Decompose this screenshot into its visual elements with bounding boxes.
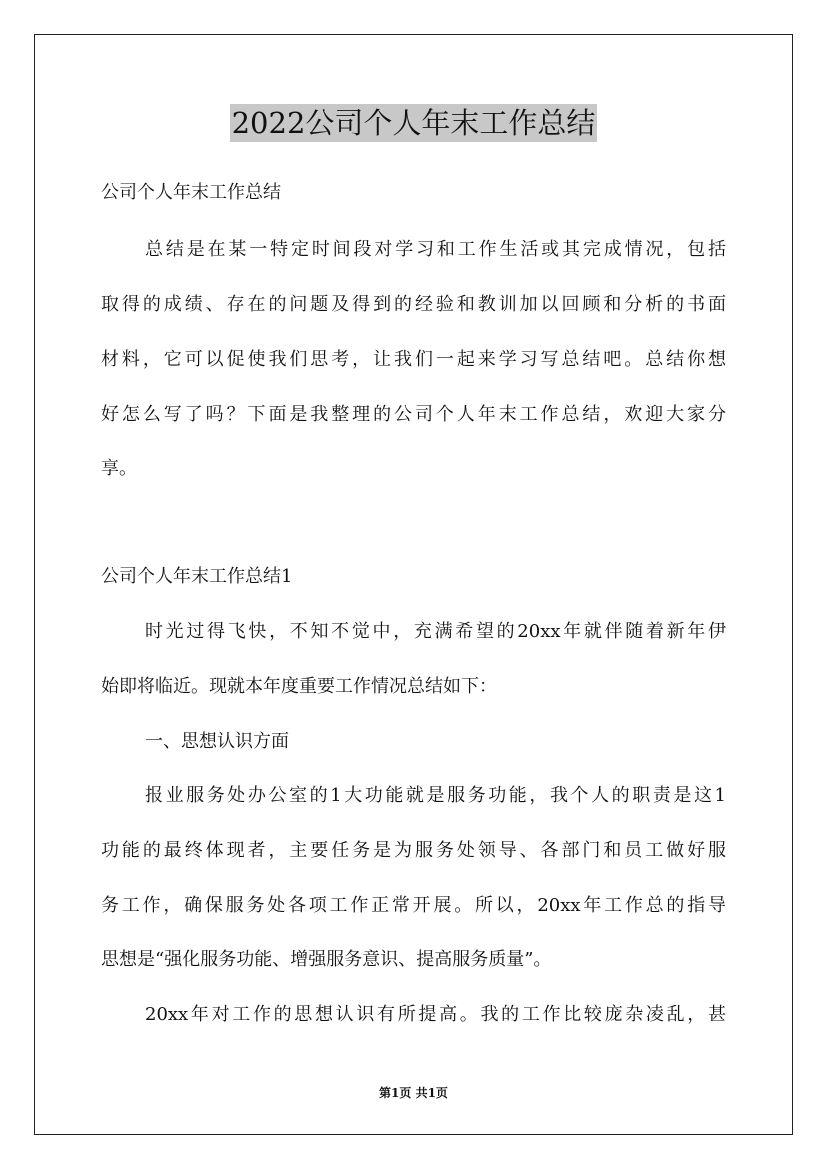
paragraph-line: 20xx年对工作的思想认识有所提高。我的工作比较庞杂凌乱，甚 <box>145 1004 726 1025</box>
section-heading: 公司个人年末工作总结1 <box>101 566 293 587</box>
paragraph-line: 功能的最终体现者，主要任务是为服务处领导、各部门和员工做好服 <box>101 840 726 861</box>
paragraph-line: 好怎么写了吗？下面是我整理的公司个人年末工作总结，欢迎大家分 <box>101 404 726 425</box>
page-footer <box>0 1085 827 1101</box>
paragraph-line: 享。 <box>101 458 137 479</box>
document-title: 2022公司个人年末工作总结 <box>231 106 596 140</box>
subtitle: 公司个人年末工作总结 <box>101 182 281 203</box>
paragraph-line: 报业服务处办公室的1大功能就是服务功能，我个人的职责是这1 <box>145 785 726 806</box>
paragraph-line: 材料，它可以促使我们思考，让我们一起来学习写总结吧。总结你想 <box>101 349 726 370</box>
subsection-heading: 一、思想认识方面 <box>145 731 289 752</box>
paragraph-line: 时光过得飞快，不知不觉中，充满希望的20xx年就伴随着新年伊 <box>145 621 726 642</box>
paragraph-line: 思想是“强化服务功能、增强服务意识、提高服务质量”。 <box>101 949 552 970</box>
title-container <box>0 104 827 142</box>
paragraph-line: 始即将临近。现就本年度重要工作情况总结如下： <box>101 676 497 697</box>
page-number-label: 第1页 共1页 <box>379 1086 448 1100</box>
paragraph-line: 总结是在某一特定时间段对学习和工作生活或其完成情况，包括 <box>145 239 726 260</box>
paragraph-line: 务工作，确保服务处各项工作正常开展。所以，20xx年工作总的指导 <box>101 895 726 916</box>
paragraph-line: 取得的成绩、存在的问题及得到的经验和教训加以回顾和分析的书面 <box>101 294 726 315</box>
